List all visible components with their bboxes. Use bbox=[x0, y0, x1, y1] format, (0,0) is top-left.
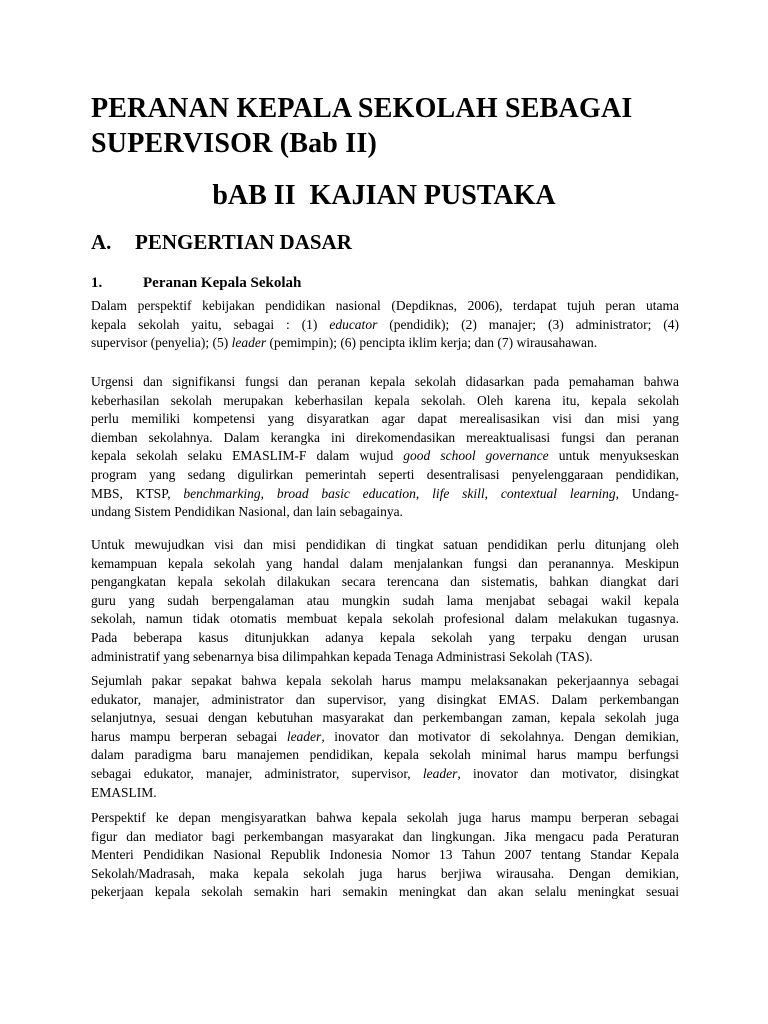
paragraph-line bbox=[91, 728, 679, 747]
italic-term: good school governance bbox=[403, 448, 549, 464]
paragraph-line: administratif yang sebenarnya bisa dilimpahkan kepada Tenaga Administrasi Sekolah (TAS). bbox=[91, 648, 593, 664]
paragraph-line: Untuk mewujudkan visi dan misi pendidikan di tingkat satuan pendidikan perlu ditunjang oleh bbox=[91, 537, 679, 552]
paragraph-line bbox=[91, 485, 679, 504]
text-run: , Undang- bbox=[615, 485, 680, 501]
subsection-title: Peranan Kepala Sekolah bbox=[143, 275, 302, 291]
paragraph-line: edukator, manajer, administrator dan supervisor, yang disingkat EMAS. Dalam perkembangan bbox=[91, 691, 679, 707]
paragraph-line: Perspektif ke depan mengisyaratkan bahwa kepala sekolah juga harus mampu berperan sebagai bbox=[91, 810, 679, 825]
italic-term: leader bbox=[422, 765, 458, 781]
paragraph-line: guru yang sudah berpengalaman atau mungkin sudah lama menjabat sebagai wakil kepala bbox=[91, 592, 679, 608]
paragraph-line bbox=[91, 447, 679, 466]
italic-term: leader bbox=[231, 335, 267, 351]
paragraph-3 bbox=[91, 536, 679, 666]
paragraph-line: pekerjaan kepala sekolah semakin hari semakin meningkat dan akan selalu meningkat sesuai bbox=[91, 884, 679, 900]
text-run: sebagai edukator, manajer, administrator, supervisor, bbox=[91, 765, 423, 781]
italic-term: benchmarking bbox=[183, 485, 261, 501]
subsection-number: 1. bbox=[91, 275, 103, 291]
paragraph-line: undang Sistem Pendidikan Nasional, dan lain sebagainya. bbox=[91, 504, 403, 520]
paragraph-2 bbox=[91, 373, 679, 522]
text-run: MBS, KTSP, bbox=[91, 485, 184, 501]
paragraph-line bbox=[91, 334, 679, 353]
text-run: harus mampu berperan sebagai bbox=[91, 728, 287, 744]
paragraph-line: Menteri Pendidikan Nasional Republik Indonesia Nomor 13 Tahun 2007 tentang Standar Kepala bbox=[91, 847, 679, 863]
text-run: kepala sekolah selaku EMASLIM-F dalam wujud bbox=[91, 448, 404, 464]
paragraph-line: Sejumlah pakar sepakat bahwa kepala sekolah harus mampu melaksanakan pekerjaannya sebagai bbox=[91, 673, 679, 688]
text-run: (pemimpin); (6) pencipta iklim kerja; dan (7) wirausahawan. bbox=[266, 335, 598, 351]
paragraph-line: Urgensi dan signifikansi fungsi dan peranan kepala sekolah didasarkan pada pemahaman bahwa bbox=[91, 374, 679, 389]
paragraph-line: selanjutnya, sesuai dengan kebutuhan masyarakat dan perkembangan zaman, kepala sekolah juga bbox=[91, 710, 679, 726]
paragraph-line: Dalam perspektif kebijakan pendidikan nasional (Depdiknas, 2006), terdapat tujuh peran utama bbox=[91, 298, 679, 313]
paragraph-line: figur dan mediator bagi perkembangan masyarakat dan lingkungan. Jika mengacu pada Peraturan bbox=[91, 828, 679, 844]
paragraph-line bbox=[91, 316, 679, 335]
paragraph-line: sekolah, namun tidak otomatis membuat kepala sekolah profesional dalam melakukan tugasnya. bbox=[91, 611, 679, 627]
paragraph-line: diemban sekolahnya. Dalam kerangka ini direkomendasikan mereaktualisasi fungsi dan peranan bbox=[91, 429, 679, 445]
text-run: , inovator dan motivator di sekolahnya. Dengan demikian, bbox=[321, 728, 680, 744]
paragraph-line: dalam paradigma baru manajemen pendidikan, kepala sekolah minimal harus mampu berfungsi bbox=[91, 747, 679, 763]
section-heading bbox=[91, 228, 352, 256]
paragraph-line: Pada beberapa kasus ditunjukkan adanya kepala sekolah yang terpaku dengan urusan bbox=[91, 629, 679, 645]
paragraph-4 bbox=[91, 672, 679, 802]
text-run: , inovator dan motivator, disingkat bbox=[457, 765, 680, 781]
paragraph-5 bbox=[91, 809, 679, 902]
paragraph-line: keberhasilan sekolah merupakan keberhasilan kepala sekolah. Oleh karena itu, kepala sekolah bbox=[91, 392, 679, 408]
document-title bbox=[91, 91, 691, 161]
text-run: supervisor (penyelia); (5) bbox=[91, 335, 232, 351]
title-line-2: SUPERVISOR (Bab II) bbox=[91, 128, 377, 159]
italic-term: leader bbox=[286, 728, 322, 744]
text-run: , bbox=[415, 485, 433, 501]
text-run: , bbox=[260, 485, 277, 501]
chapter-heading: bAB II KAJIAN PUSTAKA bbox=[212, 180, 556, 211]
text-run: kepala sekolah yaitu, sebagai : (1) bbox=[91, 316, 330, 332]
paragraph-line: pengangkatan kepala sekolah dilakukan secara terencana dan sistematis, bahkan diangkat dari bbox=[91, 574, 679, 590]
paragraph-line bbox=[91, 765, 679, 784]
paragraph-line: Sekolah/Madrasah, maka kepala sekolah juga harus berjiwa wirausaha. Dengan demikian, bbox=[91, 865, 679, 881]
paragraph-line: EMASLIM. bbox=[91, 784, 157, 800]
italic-term: broad basic education bbox=[276, 485, 416, 501]
paragraph-line: kemampuan kepala sekolah yang handal dalam menjalankan fungsi dan peranannya. Meskipun bbox=[91, 555, 679, 571]
section-title: PENGERTIAN DASAR bbox=[135, 230, 352, 254]
text-run: , bbox=[484, 485, 501, 501]
paragraph-line: program yang sedang digulirkan pemerintah seperti desentralisasi penyelenggaraan pendidikan, bbox=[91, 466, 679, 482]
paragraph-1 bbox=[91, 297, 679, 353]
italic-term: contextual learning bbox=[500, 485, 616, 501]
section-number: A. bbox=[91, 230, 112, 254]
paragraph-line: perlu memiliki kompetensi yang disyaratkan agar dapat merealisasikan visi dan misi yang bbox=[91, 411, 679, 427]
subsection-heading bbox=[91, 273, 301, 293]
text-run: (pendidik); (2) manajer; (3) administrator; (4) bbox=[377, 316, 680, 332]
italic-term: life skill bbox=[432, 485, 485, 501]
title-line-1: PERANAN KEPALA SEKOLAH SEBAGAI bbox=[91, 93, 633, 124]
italic-term: educator bbox=[329, 316, 378, 332]
text-run: untuk menyukseskan bbox=[548, 448, 679, 464]
